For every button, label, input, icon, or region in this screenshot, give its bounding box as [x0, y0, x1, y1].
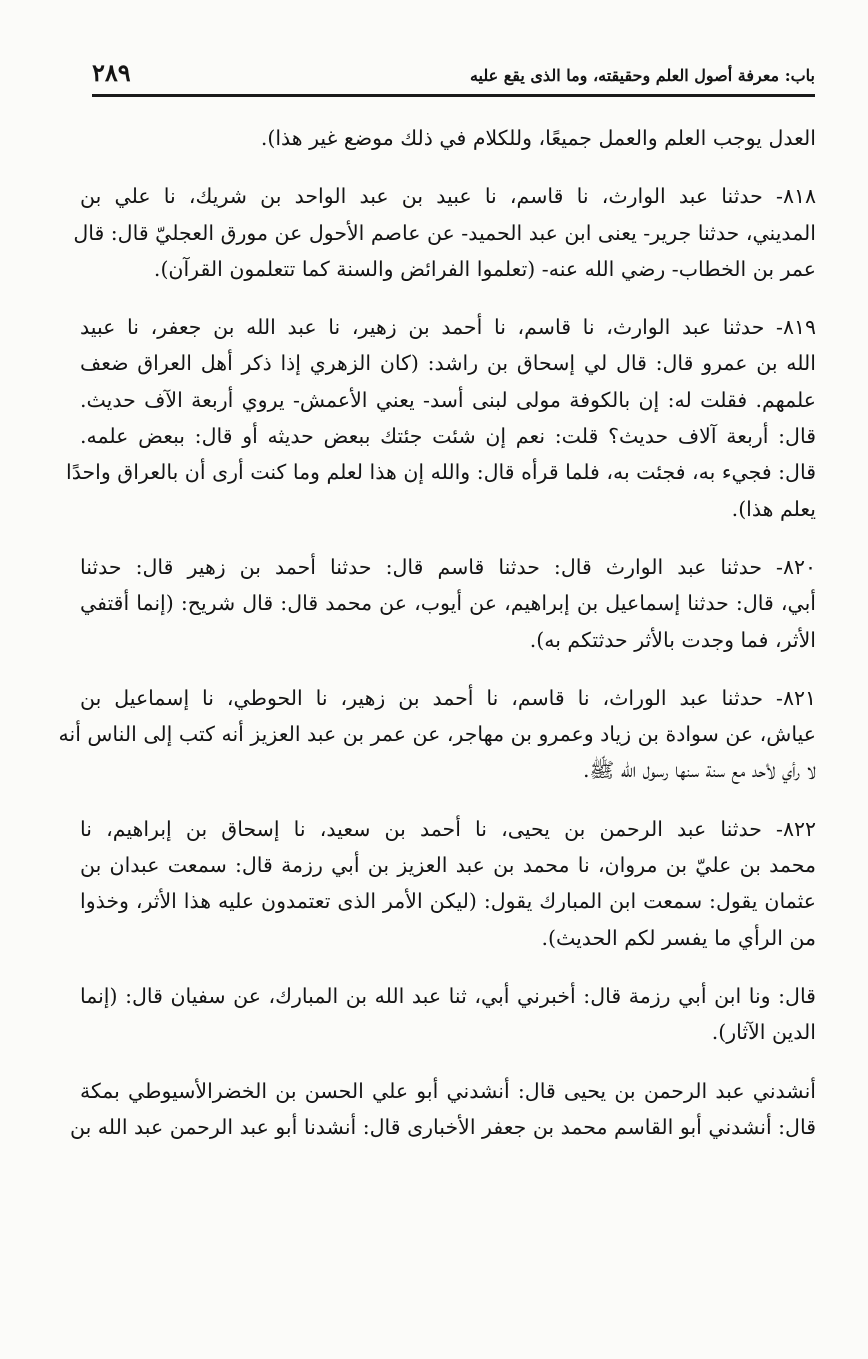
- hadith-820: [80, 549, 816, 658]
- hadith-822: [80, 811, 816, 956]
- text-line: الدين الآثار).: [711, 1020, 816, 1045]
- page-body: [58, 120, 816, 1161]
- text-line: ٨٢١- حدثنا عبد الوراث، نا قاسم، نا أحمد بن زهير، نا الحوطي، نا إسماعيل بن: [80, 685, 816, 710]
- text-line: الله بن عمرو قال: قال لي إسحاق بن راشد: (كان الزهري إذا ذكر أهل العراق ضعف: [80, 351, 816, 376]
- text-line: من الرأي ما يفسر لكم الحديث).: [541, 925, 816, 950]
- text-line: لا رأي لأحد مع سنة سنها رسول الله ﷺ.: [582, 758, 816, 783]
- text-line: المديني، حدثنا جرير- يعنى ابن عبد الحميد- عن عاصم الأحول عن مورق العجليّ قال: قال: [73, 220, 816, 245]
- poetry-recitation-chain: [69, 1073, 816, 1146]
- text-line: أبي، قال: حدثنا إسماعيل بن إبراهيم، عن أيوب، عن محمد قال: قال شريح: (إنما أقتفي: [80, 591, 816, 616]
- hadith-818: [73, 178, 816, 287]
- narration-ibn-abi-rizma: [80, 978, 816, 1051]
- page-header: [92, 58, 815, 97]
- text-line: عثمان يقول: سمعت ابن المبارك يقول: (ليكن الأمر الذى تعتمدون عليه هذا الأثر، وخذوا: [80, 889, 816, 914]
- text-line: عمر بن الخطاب- رضي الله عنه- (تعلموا الفرائض والسنة كما تتعلمون القرآن).: [153, 256, 816, 281]
- hadith-821: [58, 680, 816, 789]
- text-line: علمهم. فقلت له: إن بالكوفة مولى لبنى أسد- يعني الأعمش- يروي أربعة الآف حديث.: [80, 387, 816, 412]
- text-line: ٨٢٢- حدثنا عبد الرحمن بن يحيى، نا أحمد بن سعيد، نا إسحاق بن إبراهيم، نا: [80, 816, 816, 841]
- text-line: العدل يوجب العلم والعمل جميعًا، وللكلام في ذلك موضع غير هذا).: [260, 126, 816, 150]
- text-line: قال: أنشدني أبو القاسم محمد بن جعفر الأخبارى قال: أنشدنا أبو عبد الرحمن عبد الله بن: [69, 1114, 816, 1139]
- text-line: أنشدني عبد الرحمن بن يحيى قال: أنشدني أبو علي الحسن بن الخضرالأسيوطي بمكة: [80, 1078, 816, 1103]
- text-line: قال: أربعة آلاف حديث؟ قلت: نعم إن شئت جئتك ببعض حديثه أو قال: ببعض علمه.: [80, 424, 816, 449]
- text-line: قال: ونا ابن أبي رزمة قال: أخبرني أبي، ثنا عبد الله بن المبارك، عن سفيان قال: (إنما: [80, 983, 816, 1008]
- text-line: محمد بن عليّ بن مروان، نا محمد بن عبد العزيز بن أبي رزمة قال: سمعت عبدان بن: [80, 853, 816, 878]
- chapter-title: باب: معرفة أصول العلم وحقيقته، وما الذى يقع عليه: [469, 66, 815, 85]
- paragraph-continuation: [80, 120, 816, 156]
- text-line: ٨٢٠- حدثنا عبد الوارث قال: حدثنا قاسم قال: حدثنا أحمد بن زهير قال: حدثنا: [80, 554, 816, 579]
- text-line: قال: فجيء به، فجئت به، فلما قرأه قال: والله إن هذا لعلم وما كنت أرى أن بالعراق واحدًا: [66, 460, 816, 485]
- text-line: يعلم هذا).: [731, 496, 816, 521]
- text-line: ٨١٩- حدثنا عبد الوارث، نا قاسم، نا أحمد بن زهير، نا عبد الله بن جعفر، نا عبيد: [80, 315, 816, 340]
- text-line: ٨١٨- حدثنا عبد الوارث، نا قاسم، نا عبيد بن عبد الواحد بن شريك، نا علي بن: [80, 184, 816, 209]
- text-line: الأثر، فما وجدت بالأثر حدثتكم به).: [529, 627, 816, 652]
- hadith-819: [66, 309, 816, 527]
- page-number: ٢٨٩: [92, 58, 131, 87]
- text-line: عياش، عن سوادة بن زياد وعمرو بن مهاجر، عن عمر بن عبد العزيز أنه كتب إلى الناس أنه: [58, 722, 816, 747]
